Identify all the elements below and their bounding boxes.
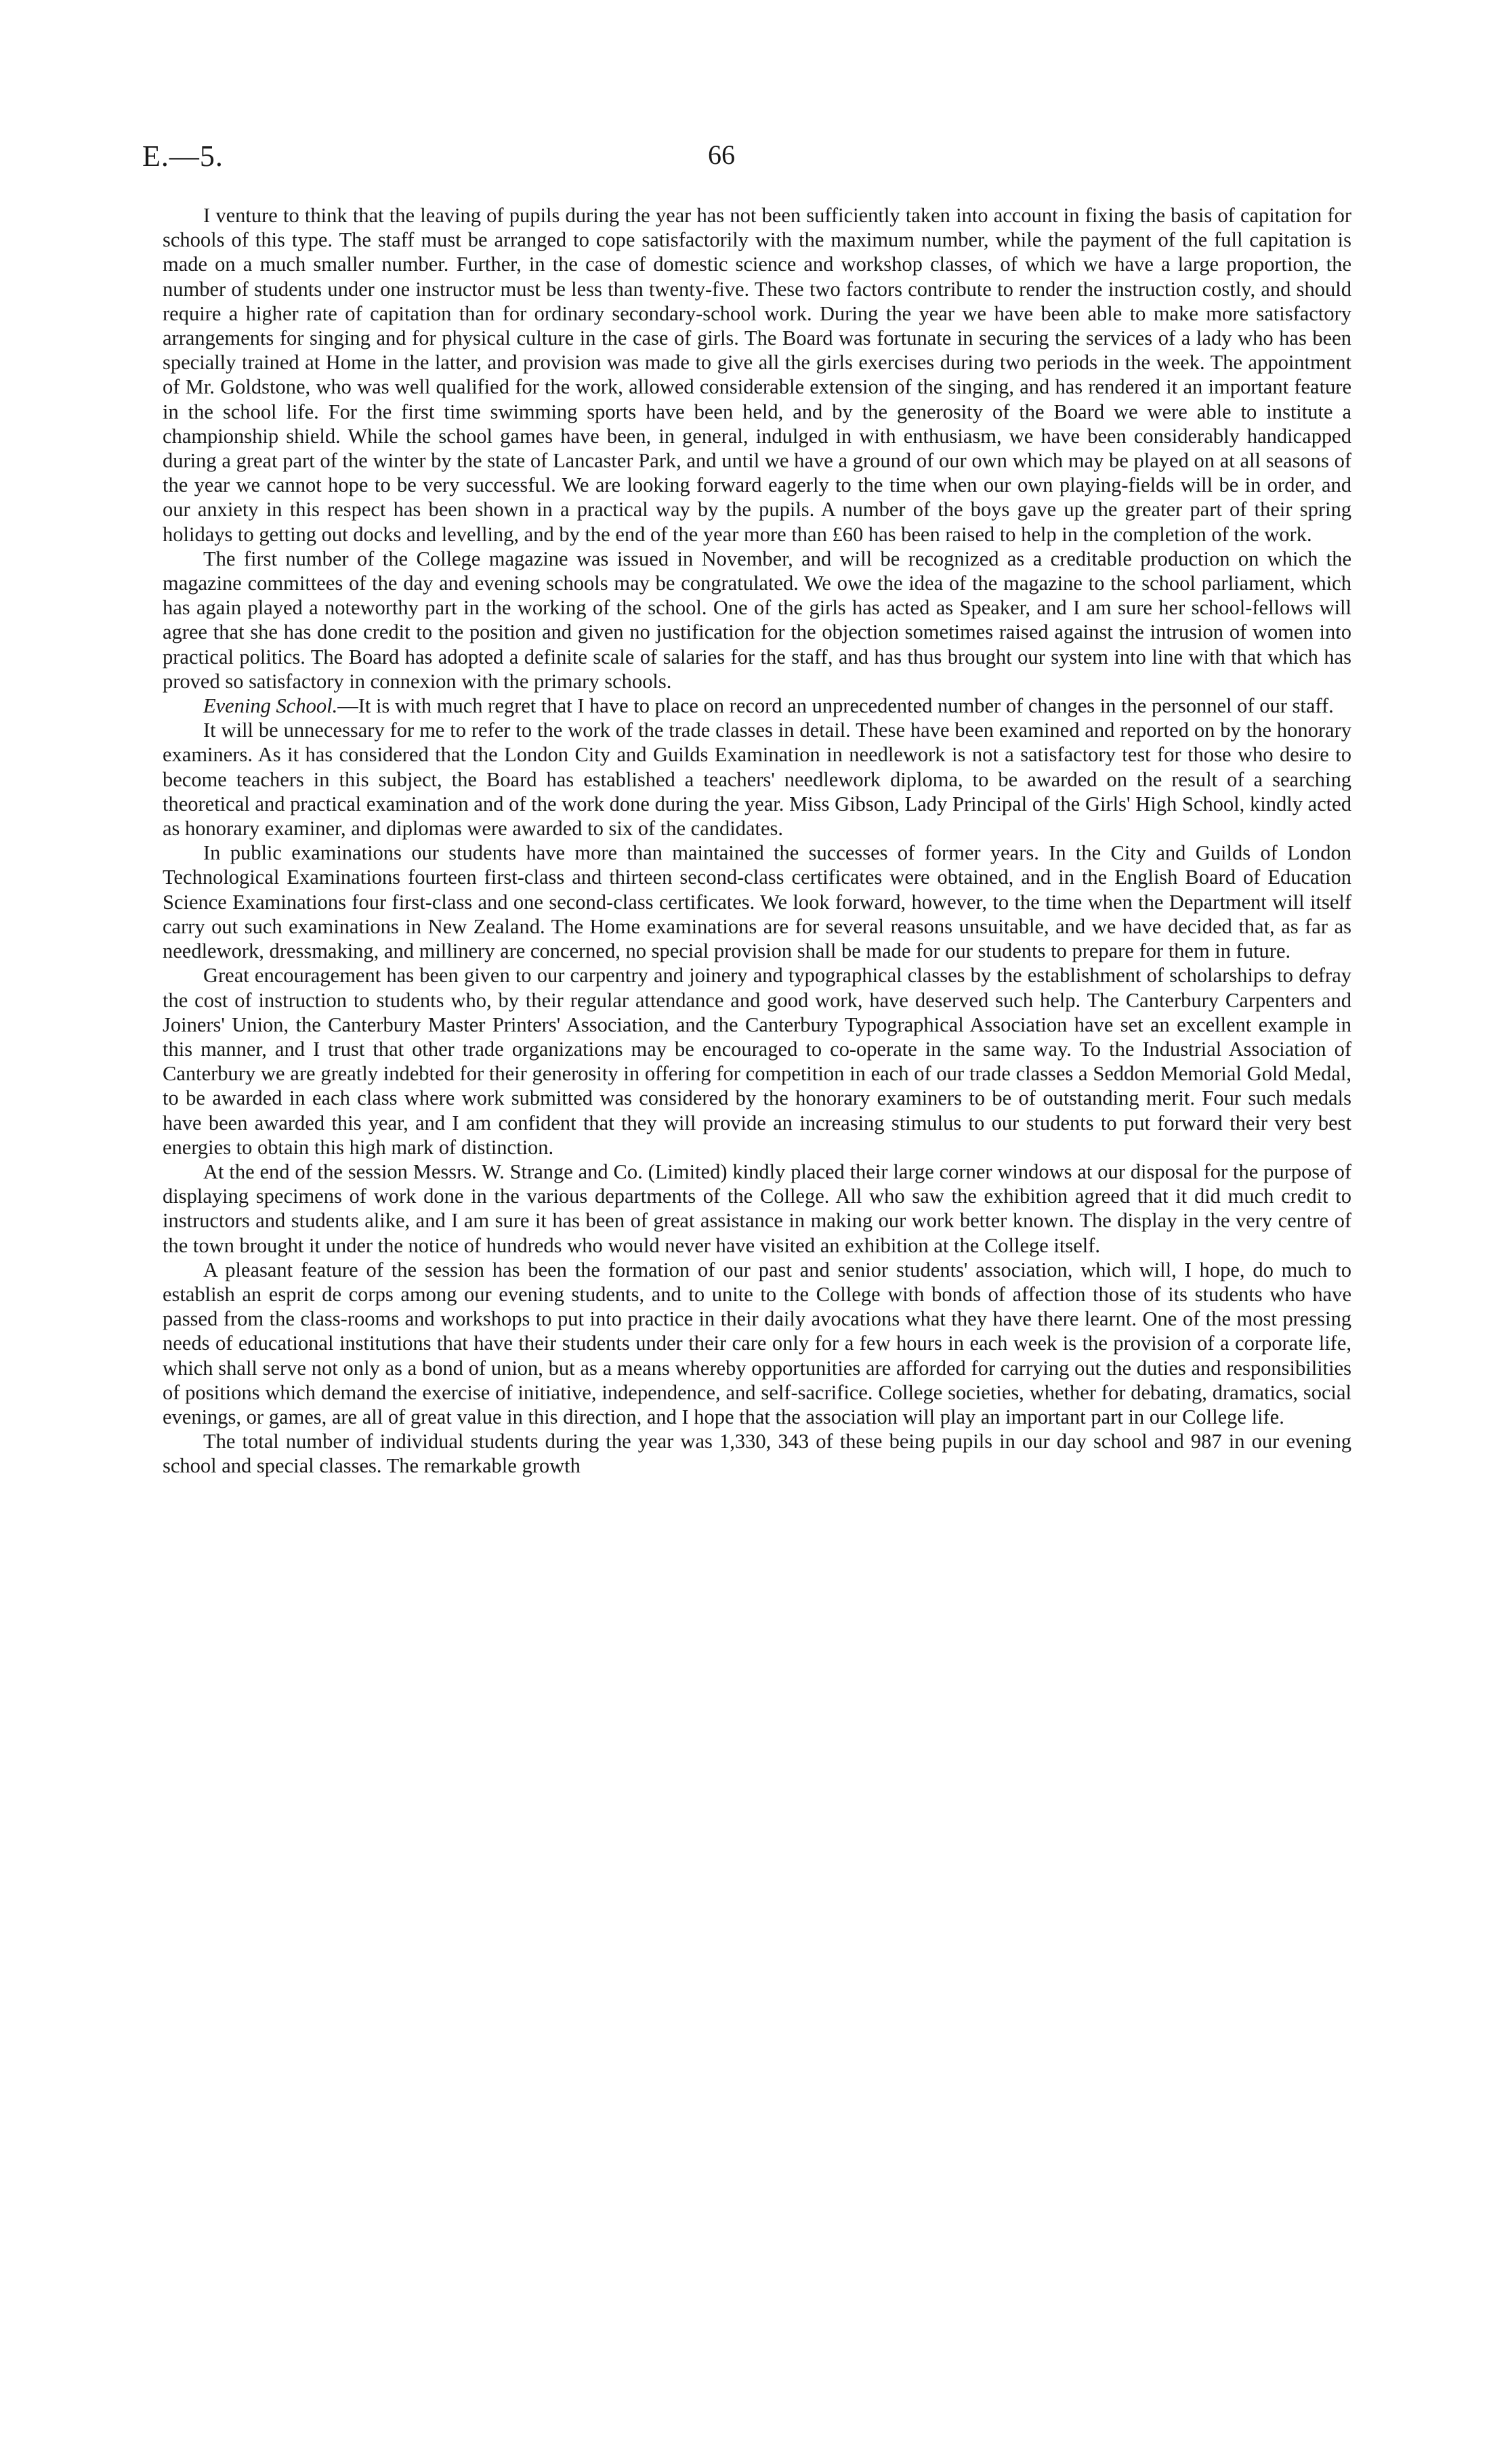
section-heading: Evening School. bbox=[203, 694, 338, 718]
paragraph: A pleasant feature of the session has been the formation of our past and senior students' association, which will, I hope, do much to establish an esprit de corps among our evening students, and to unite to the College with bonds of affection those of its students who have passed from the class-rooms and workshops to put into practice in their daily avocations what they have there learnt. One of the most pressing needs of educational institutions that have their students under their care only for a few hours in each week is the provision of a corporate life, which shall serve not only as a bond of union, but as a means whereby opportunities are afforded for carrying out the duties and responsibilities of positions which demand the exercise of initiative, independence, and self-sacrifice. College societies, whether for debating, dramatics, social evenings, or games, are all of great value in this direction, and I hope that the association will play an important part in our College life. bbox=[163, 1258, 1351, 1428]
paragraph: In public examinations our students have more than maintained the successes of former years. In the City and Guilds of London Technological Examinations fourteen first-class and thirteen second-class certificates were obtained, and in the English Board of Education Science Examinations four first-class and one second-class certificates. We look forward, however, to the time when the Department will itself carry out such examinations in New Zealand. The Home examinations are for several reasons unsuitable, and we have decided that, as far as needlework, dressmaking, and millinery are concerned, no special provision shall be made for our students to prepare for them in future. bbox=[163, 841, 1351, 963]
page-header bbox=[142, 139, 1382, 179]
paragraph: The first number of the College magazine was issued in November, and will be recognized as a creditable production on which the magazine committees of the day and evening schools may be congratulated. We owe the idea of the magazine to the school parliament, which has again played a noteworthy part in the working of the school. One of the girls has acted as Speaker, and I am sure her school-fellows will agree that she has done credit to the position and given no justification for the objection sometimes raised against the intrusion of women into practical politics. The Board has adopted a definite scale of salaries for the staff, and has thus brought our system into line with that which has proved so satisfactory in connexion with the primary schools. bbox=[163, 547, 1351, 693]
paragraph: I venture to think that the leaving of pupils during the year has not been sufficiently taken into account in fixing the basis of capitation for schools of this type. The staff must be arranged to cope satisfactorily with the maximum number, while the payment of the full capitation is made on a much smaller number. Further, in the case of domestic science and workshop classes, of which we have a large proportion, the number of students under one instructor must be less than twenty-five. These two factors contribute to render the instruction costly, and should require a higher rate of capitation than for ordinary secondary-school work. During the year we have been able to make more satisfactory arrangements for singing and for physical culture in the case of girls. The Board was fortunate in securing the services of a lady who has been specially trained at Home in the latter, and provision was made to give all the girls exercises during two periods in the week. The appointment of Mr. Goldstone, who was well qualified for the work, allowed considerable extension of the singing, and has rendered it an important feature in the school life. For the first time swimming sports have been held, and by the generosity of the Board we were able to institute a championship shield. While the school games have been, in general, indulged in with enthusiasm, we have been considerably handicapped during a great part of the winter by the state of Lancaster Park, and until we have a ground of our own which may be played on at all seasons of the year we cannot hope to be very successful. We are looking forward eagerly to the time when our own playing-fields will be in order, and our anxiety in this respect has been shown in a practical way by the pupils. A number of the boys gave up the greater part of their spring holidays to getting out docks and levelling, and by the end of the year more than £60 has been raised to help in the completion of the work. bbox=[163, 204, 1351, 546]
paragraph: It will be unnecessary for me to refer to the work of the trade classes in detail. These have been examined and reported on by the honorary examiners. As it has considered that the London City and Guilds Examination in needlework is not a satisfactory test for those who desire to become teachers in this subject, the Board has established a teachers' needlework diploma, to be awarded on the result of a searching theoretical and practical examination and of the work done during the year. Miss Gibson, Lady Principal of the Girls' High School, kindly acted as honorary examiner, and diplomas were awarded to six of the candidates. bbox=[163, 719, 1351, 841]
paragraph: Great encouragement has been given to our carpentry and joinery and typographical classes by the establishment of scholarships to defray the cost of instruction to students who, by their regular attendance and good work, have deserved such help. The Canterbury Carpenters and Joiners' Union, the Canterbury Master Printers' Association, and the Canterbury Typographical Association have set an excellent example in this manner, and I trust that other trade organizations may be encouraged to co-operate in the same way. To the Industrial Association of Canterbury we are greatly indebted for their generosity in offering for competition in each of our trade classes a Seddon Memorial Gold Medal, to be awarded in each class where work submitted was considered by the honorary examiners to be of outstanding merit. Four such medals have been awarded this year, and I am confident that they will provide an increasing stimulus to our students to put forward their very best energies to obtain this high mark of distinction. bbox=[163, 964, 1351, 1159]
paragraph: At the end of the session Messrs. W. Strange and Co. (Limited) kindly placed their large corner windows at our disposal for the purpose of displaying specimens of work done in the various departments of the College. All who saw the exhibition agreed that it did much credit to instructors and students alike, and I am sure it has been of great assistance in making our work better known. The display in the very centre of the town brought it under the notice of hundreds who would never have visited an exhibition at the College itself. bbox=[163, 1160, 1351, 1257]
paragraph: The total number of individual students during the year was 1,330, 343 of these being pupils in our day school and 987 in our evening school and special classes. The remarkable growth bbox=[163, 1430, 1351, 1478]
page-number: 66 bbox=[708, 140, 735, 170]
paragraph: Evening School.—It is with much regret that I have to place on record an unprecedented number of changes in the personnel of our staff. bbox=[203, 694, 1334, 718]
document-reference: E.—5. bbox=[142, 140, 224, 173]
body-text bbox=[163, 203, 1351, 1479]
